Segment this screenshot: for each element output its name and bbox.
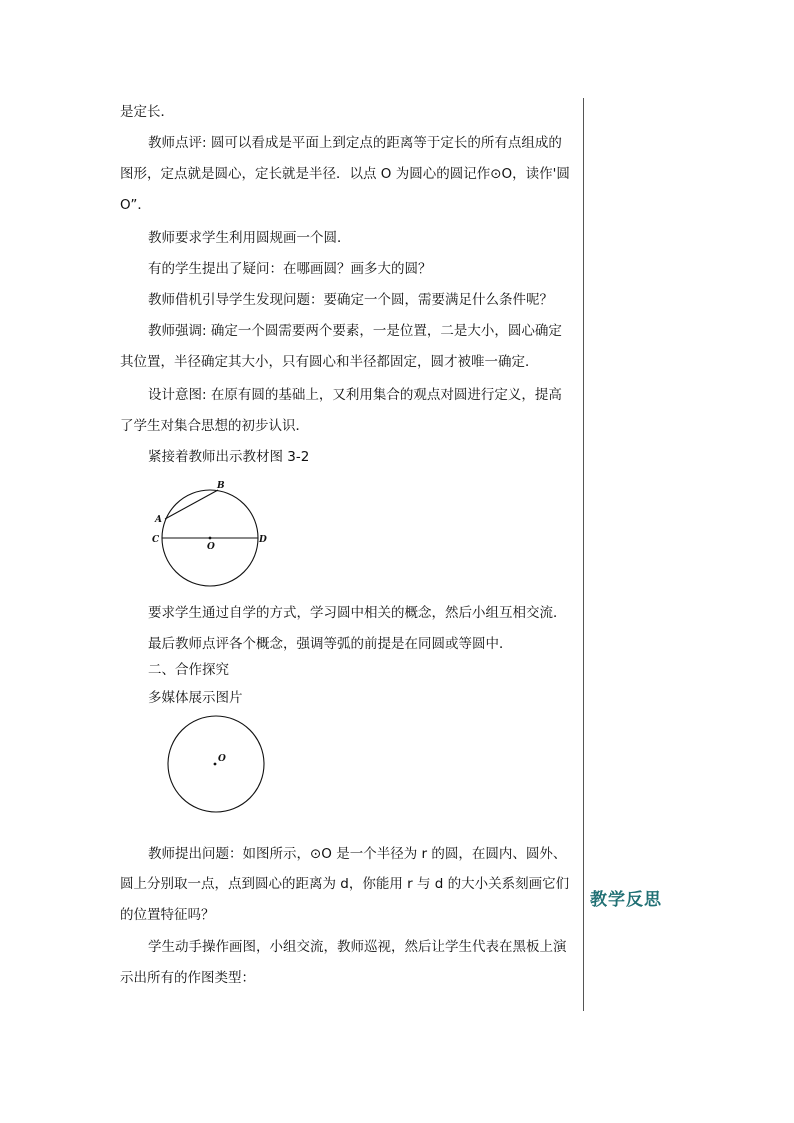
- text-line: 教师点评: 圆可以看成是平面上到定点的距离等于定长的所有点组成的: [148, 135, 562, 151]
- label-a: A: [155, 515, 162, 525]
- label-o: O: [207, 542, 215, 552]
- center-point: [209, 537, 212, 540]
- text-line: 的位置特征吗？: [120, 907, 215, 923]
- section-heading: 二、合作探究: [148, 662, 229, 678]
- text-line: 教师要求学生利用圆规画一个圆．: [148, 230, 351, 246]
- label-b: B: [217, 481, 225, 491]
- text-line: 图形，定点就是圆心，定长就是半径．以点 O 为圆心的圆记作⊙O，读作'圆: [120, 166, 570, 182]
- text-line: 示出所有的作图类型：: [120, 970, 255, 986]
- text-line: 要求学生通过自学的方式，学习圆中相关的概念，然后小组互相交流．: [148, 605, 567, 621]
- text-line: 多媒体展示图片: [148, 690, 243, 706]
- text-line: 其位置，半径确定其大小，只有圆心和半径都固定，圆才被唯一确定．: [120, 354, 539, 370]
- center-point: [214, 763, 217, 766]
- label-c: C: [152, 535, 160, 545]
- text-line: 设计意图: 在原有圆的基础上，又利用集合的观点对圆进行定义，提高: [148, 387, 562, 403]
- text-line: 学生动手操作画图，小组交流，教师巡视，然后让学生代表在黑板上演: [148, 939, 567, 955]
- text-line: 紧接着教师出示教材图 3-2: [148, 449, 310, 465]
- text-line: 教师借机引导学生发现问题：要确定一个圆，需要满足什么条件呢？: [148, 292, 553, 308]
- text-line: 教师强调: 确定一个圆需要两个要素，一是位置，二是大小，圆心确定: [148, 323, 562, 339]
- label-o: O: [218, 754, 226, 764]
- text-line: 是定长．: [120, 104, 174, 120]
- chord-ab: [165, 490, 218, 519]
- text-line: O”．: [120, 197, 151, 213]
- textbook-figure-3-2: [145, 475, 275, 593]
- label-d: D: [259, 535, 267, 545]
- text-line: 了学生对集合思想的初步认识．: [120, 418, 309, 434]
- text-line: 教师提出问题：如图所示，⊙O 是一个半径为 r 的圆，在圆内、圆外、: [148, 846, 567, 862]
- teaching-reflection-heading: 教学反思: [590, 890, 662, 910]
- text-line: 圆上分别取一点，点到圆心的距离为 d，你能用 r 与 d 的大小关系刻画它们: [120, 876, 570, 892]
- text-line: 有的学生提出了疑问：在哪画圆？画多大的圆？: [148, 261, 432, 277]
- text-line: 最后教师点评各个概念，强调等弧的前提是在同圆或等圆中．: [148, 636, 513, 652]
- circle-figure: [162, 710, 272, 820]
